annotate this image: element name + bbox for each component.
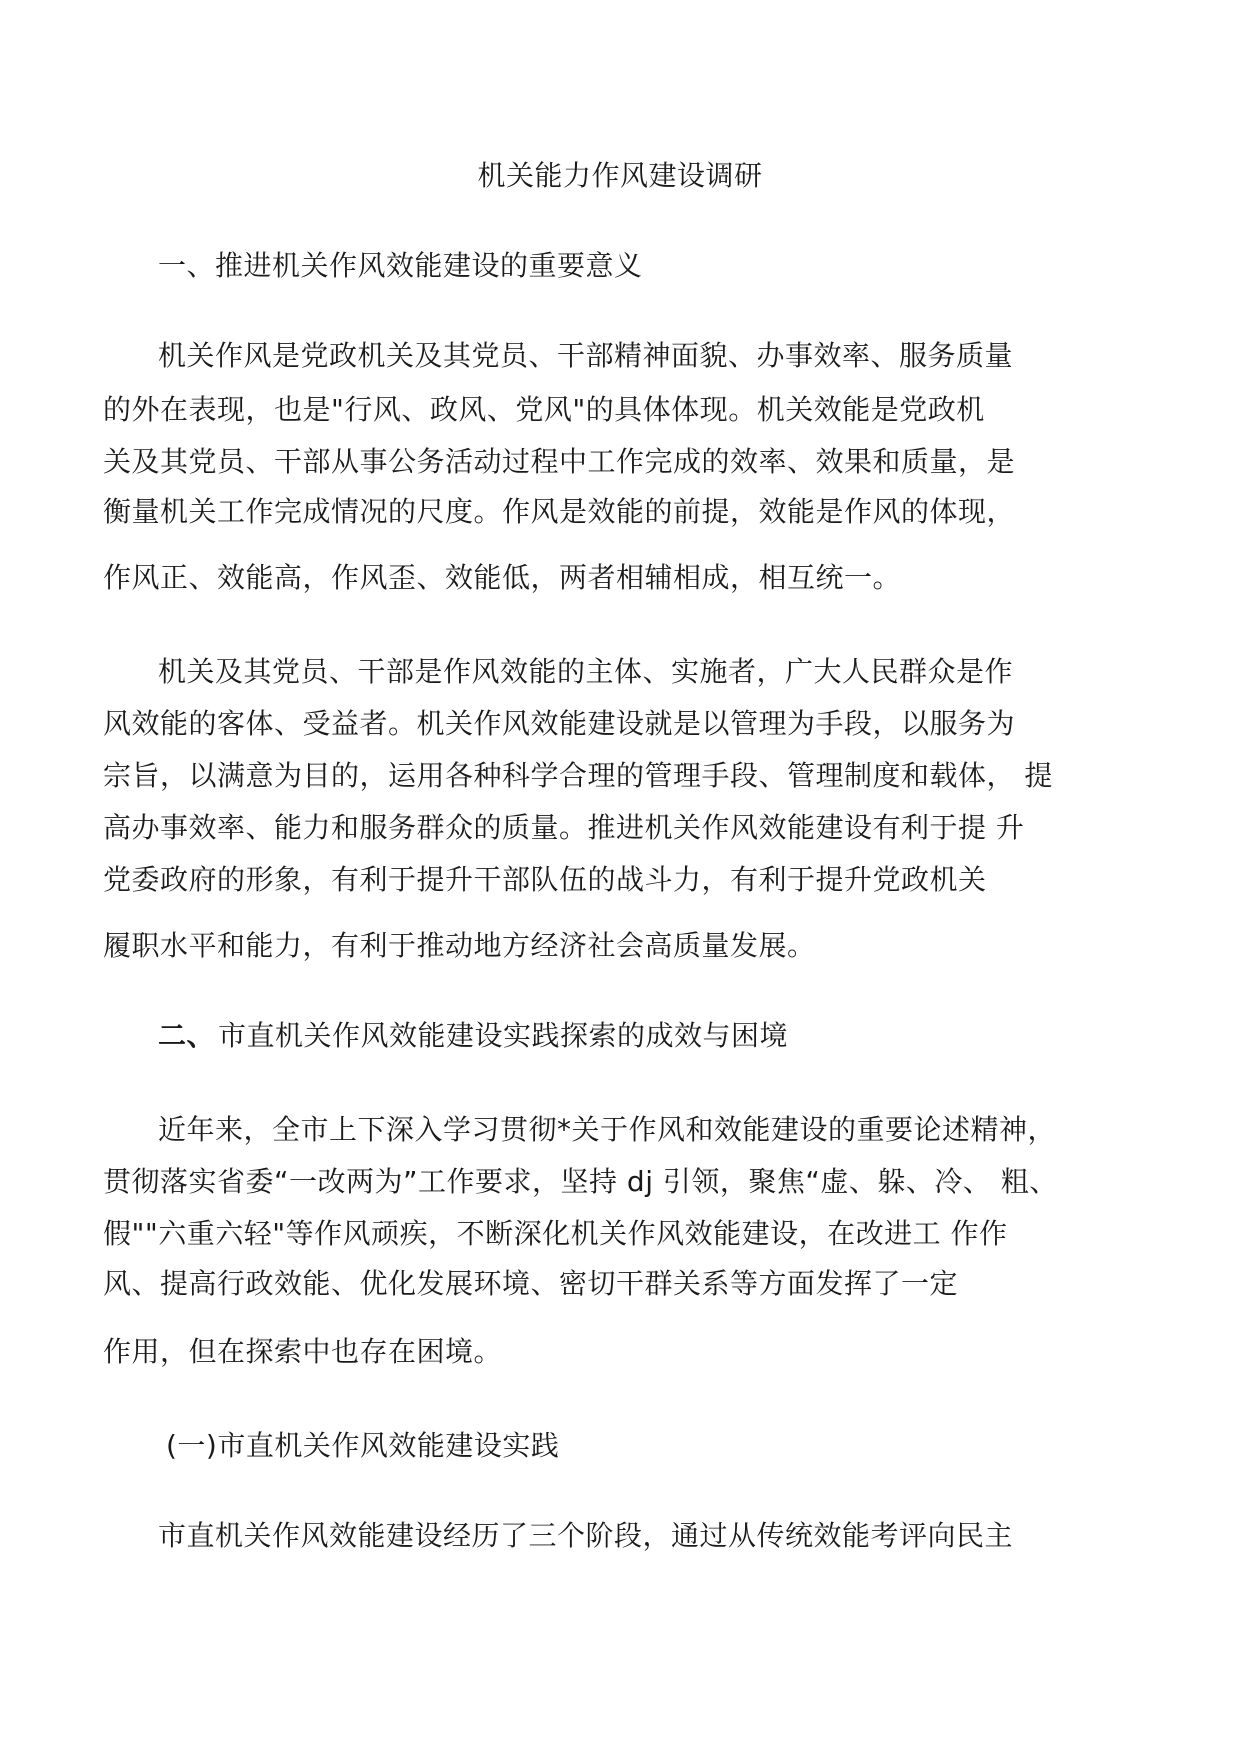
- paragraph-line: 风、提高行政效能、优化发展环境、密切干群关系等方面发挥了一定: [103, 1267, 959, 1300]
- paragraph-line: 市直机关作风效能建设经历了三个阶段，通过从传统效能考评向民主: [158, 1519, 1014, 1552]
- paragraph-line: 近年来，全市上下深入学习贯彻*关于作风和效能建设的重要论述精神，: [158, 1113, 1057, 1146]
- paragraph-line: 机关作风是党政机关及其党员、干部精神面貌、办事效率、服务质量: [158, 339, 1014, 372]
- paragraph-line: 履职水平和能力，有利于推动地方经济社会高质量发展。: [103, 929, 816, 962]
- paragraph-line: 作风正、效能高，作风歪、效能低，两者相辅相成，相互统一。: [103, 561, 902, 594]
- paragraph-line: 假""六重六轻"等作风顽疾，不断深化机关作风效能建设，在改进工 作作: [103, 1217, 1008, 1250]
- section-number: 二、: [158, 1019, 216, 1052]
- sub-heading-1: (一)市直机关作风效能建设实践: [166, 1429, 560, 1462]
- paragraph-line: 宗旨，以满意为目的，运用各种科学合理的管理手段、管理制度和载体， 提: [103, 759, 1053, 792]
- paragraph-line: 的外在表现，也是"行风、政风、党风"的具体体现。机关效能是党政机: [103, 393, 985, 426]
- paragraph-line: 贯彻落实省委“一改两为”工作要求，坚持 dj 引领，聚焦“虚、躲、冷、 粗、: [103, 1165, 1058, 1198]
- paragraph-line: 关及其党员、干部从事公务活动过程中工作完成的效率、效果和质量，是: [103, 445, 1016, 478]
- paragraph-line: 高办事效率、能力和服务群众的质量。推进机关作风效能建设有利于提 升: [103, 811, 1025, 844]
- document-title: 机关能力作风建设调研: [477, 159, 763, 192]
- paragraph-line: 风效能的客体、受益者。机关作风效能建设就是以管理为手段，以服务为: [103, 707, 1016, 740]
- paragraph-line: 机关及其党员、干部是作风效能的主体、实施者，广大人民群众是作: [158, 655, 1014, 688]
- section-heading-1: 一、推进机关作风效能建设的重要意义: [158, 249, 643, 282]
- paragraph-line: 作用，但在探索中也存在困境。: [103, 1335, 503, 1368]
- paragraph-line: 衡量机关工作完成情况的尺度。作风是效能的前提，效能是作风的体现，: [103, 495, 1016, 528]
- paragraph-line: 党委政府的形象，有利于提升干部队伍的战斗力，有利于提升党政机关: [103, 863, 987, 896]
- section-heading-text: 市直机关作风效能建设实践探索的成效与困境: [218, 1019, 789, 1052]
